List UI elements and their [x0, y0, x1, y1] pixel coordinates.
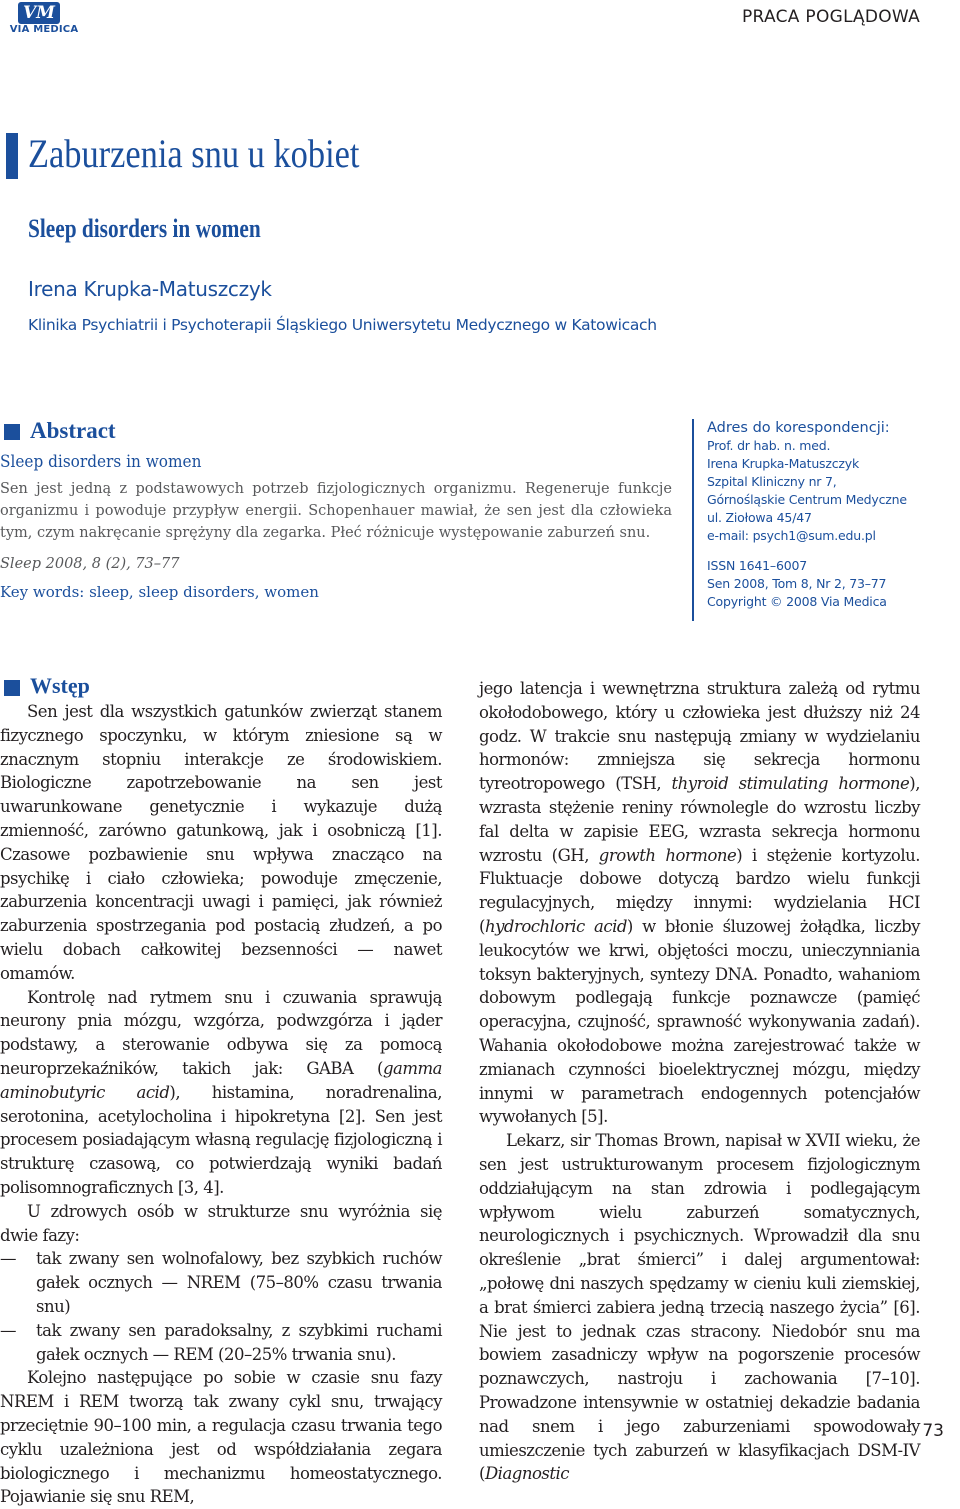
abstract-english-title: Sleep disorders in women: [0, 452, 202, 472]
body-paragraph: Sen jest dla wszystkich gatunków zwierząt stanem fizycznego spoczynku, w którym zniesione są w znacznym stopniu interakcje ze środowiskiem. Biologiczne zapotrzebowanie na sen jest uwarunkowane genetycznie i wykazuje dużą zmienność, zarówno gatunkową, jak i osobniczą [1]. Czasowe pozbawienie snu wpływa znacząco na psychikę i ciało człowieka; powoduje zmęczenie, zaburzenia koncentracji uwagi i pamięci, jak również zaburzenia spostrzegania pod postacią złudzeń, a po wielu dobach całkowitej bezsenności — nawet omamów.: [0, 702, 442, 983]
abstract-keywords: Key words: sleep, sleep disorders, women: [0, 583, 319, 601]
dash-bullet: —: [0, 1320, 16, 1340]
abstract-text: Sen jest jedną z podstawowych potrzeb fizjologicznych organizmu. Regeneruje funkcje organizmu i powoduje przypływ energii. Schopenhauer mawiał, że sen jest dla człowieka tym, czym nakręcanie sprężyny dla zegarka. Płeć różnicuje występowanie zaburzeń snu.: [0, 481, 672, 541]
body-column-right: [479, 677, 920, 1486]
body-paragraph: U zdrowych osób w strukturze snu wyróżnia się dwie fazy:: [0, 1201, 442, 1245]
section-label: PRACA POGLĄDOWA: [742, 7, 920, 27]
author-affiliation: Klinika Psychiatrii i Psychoterapii Śląskiego Uniwersytetu Medycznego w Katowicach: [28, 316, 657, 334]
body-paragraph: Kontrolę nad rytmem snu i czuwania sprawują neurony pnia mózgu, wzgórza, podwzgórza i jąder podstawy, a sterowanie odbywa się za pomocą neuroprzekaźników, takich jak: GABA (gamma aminobutyric acid), histamina, noradrenalina, serotonina, acetylocholina i hipokretyna [2]. Sen jest procesem posiadającym własną regulację fizjologiczną i strukturę czasową, co potwierdzają wyniki badań polisomnograficznych [3, 4].: [0, 987, 443, 1197]
section-square-icon: [4, 680, 20, 696]
abstract-square-icon: [4, 424, 20, 440]
body-column-left: [0, 700, 442, 1509]
logo-mark: VM: [18, 2, 60, 24]
correspondence-line: Prof. dr hab. n. med.: [707, 438, 831, 453]
correspondence-line: ul. Ziołowa 45/47: [707, 510, 812, 525]
logo-text: VIA MEDICA: [9, 24, 79, 35]
page-number: 73: [922, 1421, 944, 1441]
copyright: Copyright © 2008 Via Medica: [707, 594, 887, 609]
body-paragraph: Kolejno następujące po sobie w czasie snu fazy NREM i REM tworzą tak zwany cykl snu, trwający przeciętnie 90–100 min, a regulacja czasu trwania tego cyklu uzależniona jest od współdziałania zegara biologicznego i mechanizmu homeostatycznego. Pojawianie się snu REM,: [0, 1368, 442, 1507]
title-accent-bar: [6, 133, 18, 179]
abstract-heading: Abstract: [30, 418, 116, 443]
correspondence-line: Irena Krupka-Matuszczyk: [707, 456, 859, 471]
dash-bullet: —: [0, 1249, 16, 1269]
abstract-citation: Sleep 2008, 8 (2), 73–77: [0, 556, 180, 572]
article-subtitle: Sleep disorders in women: [28, 214, 261, 243]
correspondence-heading: Adres do korespondencji:: [707, 420, 890, 436]
list-item: — tak zwany sen paradoksalny, z szybkimi ruchami gałek ocznych — REM (20–25% trwania snu).: [0, 1320, 442, 1364]
correspondence-line: Górnośląskie Centrum Medyczne: [707, 492, 907, 507]
article-title: Zaburzenia snu u kobiet: [28, 131, 360, 176]
issn: ISSN 1641–6007: [707, 558, 807, 573]
section-heading-wstep: Wstęp: [30, 673, 90, 698]
publisher-logo: [4, 2, 84, 38]
correspondence-line: Szpital Kliniczny nr 7,: [707, 474, 837, 489]
correspondence-email[interactable]: e-mail: psych1@sum.edu.pl: [707, 528, 876, 543]
correspondence-box: [692, 419, 927, 621]
journal-info: Sen 2008, Tom 8, Nr 2, 73–77: [707, 576, 887, 591]
author-name: Irena Krupka-Matuszczyk: [28, 277, 272, 301]
body-paragraph: Lekarz, sir Thomas Brown, napisał w XVII wieku, że sen jest ustrukturowanym procesem fizjologicznym oddziałującym na stan zdrowia i podlegającym wpływom wielu zaburzeń somatycznych, neurologicznych i psychicznych. Wprowadził dla snu określenie „brat śmierci” i dalej argumentował: „połowę dni naszych spędzamy w cieniu kuli ziemskiej, a brat śmierci zabiera jedną trzecią naszego życia” [6]. Nie jest to jednak czas stracony. Niedobór snu ma bowiem zasadniczy wpływ na pogorszenie procesów poznawczych, nastroju i zachowania [7–10]. Prowadzone intensywnie w ostatniej dekadzie badania nad snem i jego zaburzeniami spowodowały umieszczenie tych zaburzeń w klasyfikacjach DSM-IV (Diagnostic: [479, 1131, 920, 1484]
body-paragraph: jego latencja i wewnętrzna struktura zależą od rytmu okołodobowego, który u człowieka jest dłuższy niż 24 godz. W trakcie snu następują zmiany w wydzielaniu hormonów: zmniejsza się sekrecja hormonu tyreotropowego (TSH, thyroid stimulating hormone), wzrasta stężenie reniny równolegle do wzrostu liczby fal delta w zapisie EEG, wzrasta sekrecja hormonu wzrostu (GH, growth hormone) i stężenie kortyzolu. Fluktuacje dobowe dotyczą bardzo wielu funkcji regulacyjnych, między innymi: wydzielania HCI (hydrochloric acid) w błonie śluzowej żołądka, liczby leukocytów we krwi, objętości moczu, unieczynniania toksyn bakteryjnych, syntezy DNA. Ponadto, wahaniom dobowym podlegają funkcje poznawcze (pamięć operacyjna, czujność, sprawność wykonywania zadań). Wahania okołodobowe można zarejestrować także w zmianach czynności bioelektrycznej mózgu, między innymi w parametrach endogennych potencjałów wywołanych [5].: [479, 679, 920, 1127]
list-item: — tak zwany sen wolnofalowy, bez szybkich ruchów gałek ocznych — NREM (75–80% czasu trwania snu): [0, 1249, 442, 1316]
